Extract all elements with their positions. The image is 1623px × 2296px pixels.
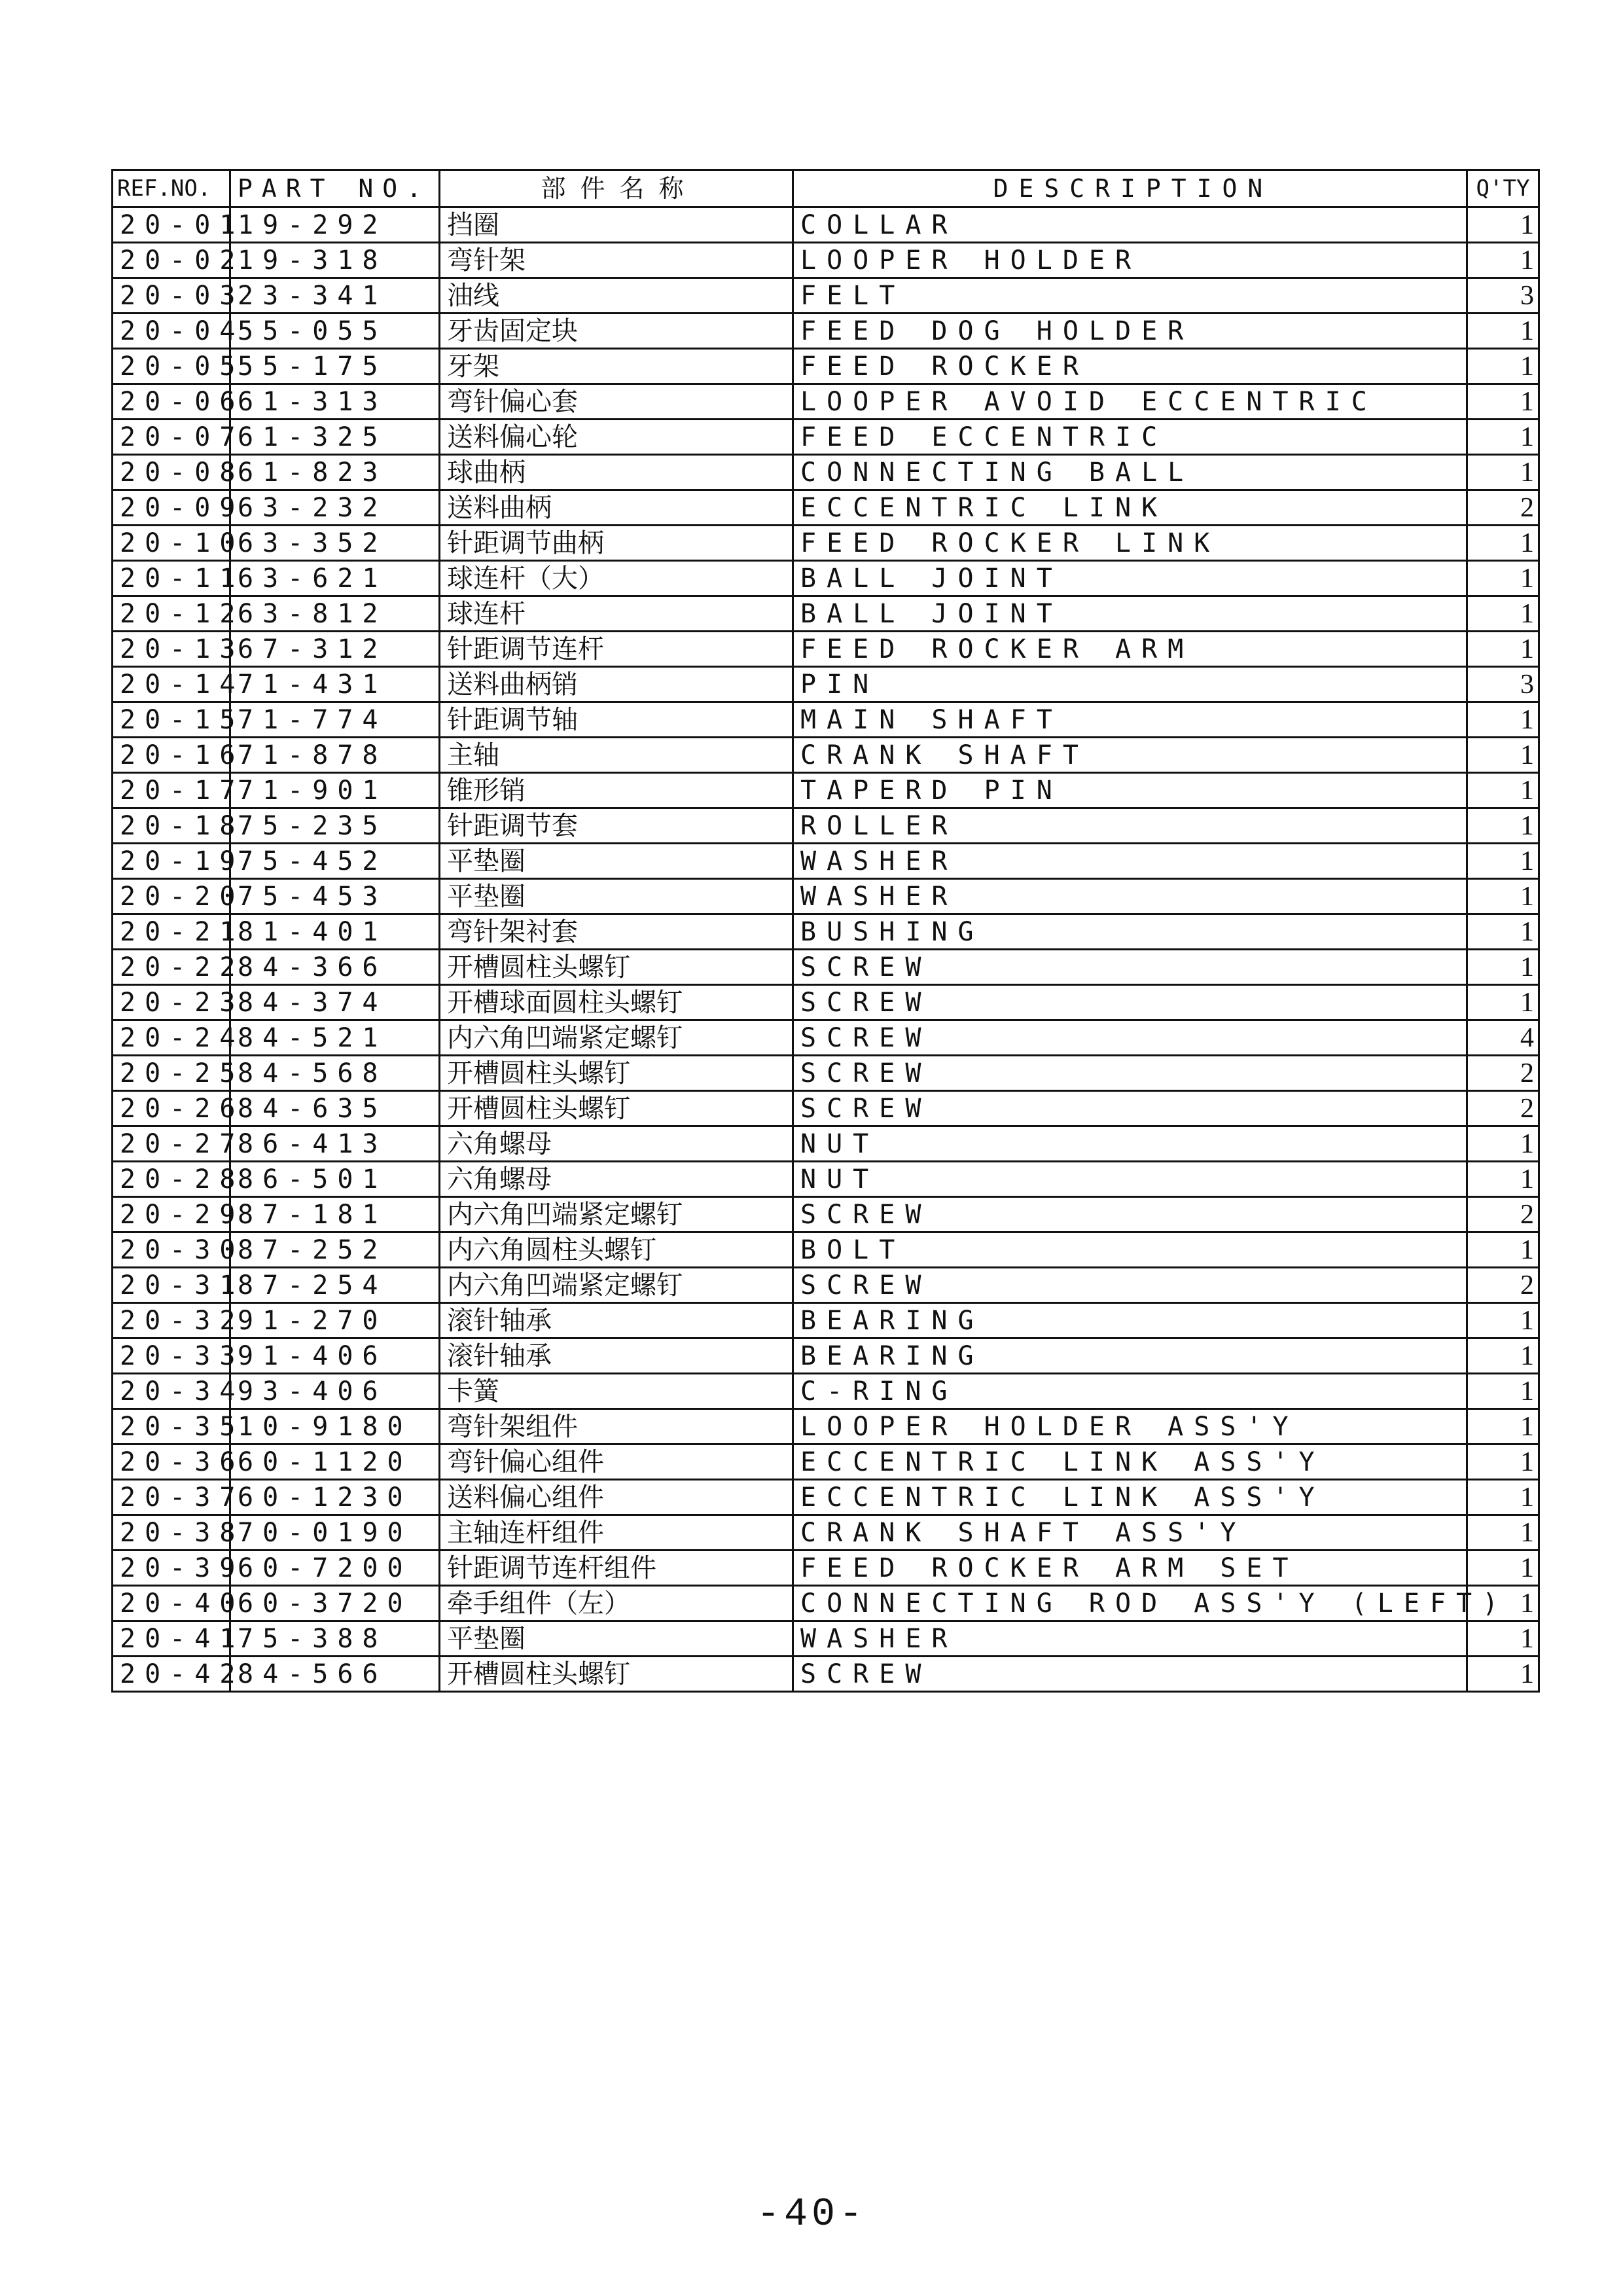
- qty-cell: 1: [1467, 1586, 1539, 1621]
- part-name-cell: 球连杆: [440, 596, 793, 632]
- ref-no-cell: 20-04: [113, 314, 230, 349]
- part-no-cell: 93-406: [230, 1374, 440, 1409]
- part-name-cell: 开槽圆柱头螺钉: [440, 950, 793, 985]
- ref-no-cell: 20-33: [113, 1338, 230, 1374]
- qty-cell: 1: [1467, 1657, 1539, 1692]
- qty-cell: 1: [1467, 1444, 1539, 1480]
- qty-cell: 1: [1467, 1409, 1539, 1444]
- qty-cell: 1: [1467, 1232, 1539, 1268]
- part-name-cell: 针距调节连杆组件: [440, 1551, 793, 1586]
- part-no-cell: 19-292: [230, 207, 440, 243]
- table-row: [113, 490, 1539, 526]
- table-row: [113, 278, 1539, 314]
- table-row: [113, 667, 1539, 702]
- part-no-cell: 63-232: [230, 490, 440, 526]
- table-row: [113, 596, 1539, 632]
- qty-cell: 2: [1467, 1268, 1539, 1303]
- part-no-cell: 87-181: [230, 1197, 440, 1232]
- ref-no-cell: 20-12: [113, 596, 230, 632]
- ref-no-cell: 20-13: [113, 632, 230, 667]
- description-cell: NUT: [793, 1126, 1467, 1162]
- table-row: [113, 1374, 1539, 1409]
- part-name-cell: 送料偏心轮: [440, 420, 793, 455]
- ref-no-cell: 20-21: [113, 914, 230, 950]
- part-no-cell: 87-254: [230, 1268, 440, 1303]
- part-no-cell: 91-270: [230, 1303, 440, 1338]
- ref-no-cell: 20-41: [113, 1621, 230, 1657]
- qty-cell: 1: [1467, 526, 1539, 561]
- part-name-cell: 内六角凹端紧定螺钉: [440, 1197, 793, 1232]
- part-name-cell: 六角螺母: [440, 1126, 793, 1162]
- part-name-cell: 内六角圆柱头螺钉: [440, 1232, 793, 1268]
- table-row: [113, 1162, 1539, 1197]
- table-row: [113, 1621, 1539, 1657]
- table-row: [113, 702, 1539, 738]
- ref-no-cell: 20-15: [113, 702, 230, 738]
- ref-no-cell: 20-22: [113, 950, 230, 985]
- part-no-cell: 19-318: [230, 243, 440, 278]
- part-no-cell: 81-401: [230, 914, 440, 950]
- part-no-cell: 75-235: [230, 808, 440, 844]
- ref-no-cell: 20-27: [113, 1126, 230, 1162]
- part-name-cell: 针距调节轴: [440, 702, 793, 738]
- part-name-cell: 送料曲柄销: [440, 667, 793, 702]
- part-no-cell: 10-9180: [230, 1409, 440, 1444]
- table-row: [113, 1338, 1539, 1374]
- qty-cell: 1: [1467, 1480, 1539, 1515]
- part-no-cell: 84-566: [230, 1657, 440, 1692]
- qty-cell: 1: [1467, 950, 1539, 985]
- part-name-cell: 球曲柄: [440, 455, 793, 490]
- part-name-cell: 平垫圈: [440, 844, 793, 879]
- description-cell: FEED DOG HOLDER: [793, 314, 1467, 349]
- table-row: [113, 808, 1539, 844]
- description-cell: TAPERD PIN: [793, 773, 1467, 808]
- qty-cell: 1: [1467, 632, 1539, 667]
- table-row: [113, 561, 1539, 596]
- qty-cell: 4: [1467, 1020, 1539, 1056]
- description-cell: CRANK SHAFT: [793, 738, 1467, 773]
- description-cell: BOLT: [793, 1232, 1467, 1268]
- part-name-cell: 针距调节曲柄: [440, 526, 793, 561]
- part-name-cell: 开槽圆柱头螺钉: [440, 1091, 793, 1126]
- description-cell: NUT: [793, 1162, 1467, 1197]
- part-no-cell: 84-374: [230, 985, 440, 1020]
- part-no-cell: 71-431: [230, 667, 440, 702]
- description-cell: CONNECTING BALL: [793, 455, 1467, 490]
- ref-no-cell: 20-02: [113, 243, 230, 278]
- table-row: [113, 1480, 1539, 1515]
- part-no-cell: 67-312: [230, 632, 440, 667]
- part-no-cell: 55-175: [230, 349, 440, 384]
- ref-no-cell: 20-08: [113, 455, 230, 490]
- description-cell: BALL JOINT: [793, 596, 1467, 632]
- ref-no-cell: 20-35: [113, 1409, 230, 1444]
- description-cell: CONNECTING ROD ASS'Y (LEFT): [793, 1586, 1467, 1621]
- ref-no-cell: 20-07: [113, 420, 230, 455]
- table-row: [113, 1126, 1539, 1162]
- part-name-cell: 针距调节连杆: [440, 632, 793, 667]
- description-cell: SCREW: [793, 950, 1467, 985]
- qty-cell: 1: [1467, 1621, 1539, 1657]
- ref-no-cell: 20-10: [113, 526, 230, 561]
- table-row: [113, 985, 1539, 1020]
- table-row: [113, 1020, 1539, 1056]
- part-name-cell: 送料偏心组件: [440, 1480, 793, 1515]
- table-row: [113, 632, 1539, 667]
- qty-cell: 3: [1467, 667, 1539, 702]
- ref-no-cell: 20-05: [113, 349, 230, 384]
- qty-cell: 1: [1467, 1338, 1539, 1374]
- ref-no-cell: 20-23: [113, 985, 230, 1020]
- qty-cell: 2: [1467, 1056, 1539, 1091]
- table-row: [113, 1232, 1539, 1268]
- part-no-cell: 60-3720: [230, 1586, 440, 1621]
- part-no-cell: 86-501: [230, 1162, 440, 1197]
- table-row: [113, 243, 1539, 278]
- part-name-cell: 开槽圆柱头螺钉: [440, 1657, 793, 1692]
- description-cell: SCREW: [793, 1657, 1467, 1692]
- ref-no-cell: 20-28: [113, 1162, 230, 1197]
- qty-cell: 1: [1467, 243, 1539, 278]
- part-no-cell: 61-313: [230, 384, 440, 420]
- part-name-cell: 卡簧: [440, 1374, 793, 1409]
- part-no-cell: 87-252: [230, 1232, 440, 1268]
- part-name-cell: 送料曲柄: [440, 490, 793, 526]
- qty-cell: 1: [1467, 738, 1539, 773]
- description-cell: SCREW: [793, 985, 1467, 1020]
- description-cell: FELT: [793, 278, 1467, 314]
- description-cell: SCREW: [793, 1056, 1467, 1091]
- ref-no-cell: 20-37: [113, 1480, 230, 1515]
- qty-cell: 1: [1467, 985, 1539, 1020]
- qty-cell: 1: [1467, 561, 1539, 596]
- part-name-cell: 主轴: [440, 738, 793, 773]
- qty-cell: 1: [1467, 702, 1539, 738]
- part-no-cell: 63-621: [230, 561, 440, 596]
- part-name-cell: 弯针偏心套: [440, 384, 793, 420]
- qty-header: Q'TY: [1467, 170, 1539, 207]
- part-name-cell: 球连杆（大）: [440, 561, 793, 596]
- description-cell: LOOPER HOLDER ASS'Y: [793, 1409, 1467, 1444]
- table-row: [113, 773, 1539, 808]
- description-cell: BUSHING: [793, 914, 1467, 950]
- ref-no-cell: 20-24: [113, 1020, 230, 1056]
- part-no-cell: 75-388: [230, 1621, 440, 1657]
- table-row: [113, 1515, 1539, 1551]
- ref-no-cell: 20-11: [113, 561, 230, 596]
- part-name-cell: 弯针架组件: [440, 1409, 793, 1444]
- ref-no-cell: 20-26: [113, 1091, 230, 1126]
- part-name-header: 部件名称: [440, 170, 793, 207]
- description-cell: WASHER: [793, 879, 1467, 914]
- part-no-cell: 71-878: [230, 738, 440, 773]
- part-no-cell: 70-0190: [230, 1515, 440, 1551]
- table-row: [113, 207, 1539, 243]
- part-no-cell: 60-1120: [230, 1444, 440, 1480]
- part-name-cell: 开槽球面圆柱头螺钉: [440, 985, 793, 1020]
- part-name-cell: 平垫圈: [440, 879, 793, 914]
- table-row: [113, 314, 1539, 349]
- part-name-cell: 弯针偏心组件: [440, 1444, 793, 1480]
- table-row: [113, 1197, 1539, 1232]
- parts-table: [111, 169, 1540, 1693]
- table-row: [113, 1409, 1539, 1444]
- table-row: [113, 738, 1539, 773]
- qty-cell: 1: [1467, 1303, 1539, 1338]
- ref-no-cell: 20-16: [113, 738, 230, 773]
- table-row: [113, 1444, 1539, 1480]
- description-cell: ECCENTRIC LINK ASS'Y: [793, 1444, 1467, 1480]
- qty-cell: 1: [1467, 1515, 1539, 1551]
- table-row: [113, 1551, 1539, 1586]
- table-row: [113, 384, 1539, 420]
- part-name-cell: 针距调节套: [440, 808, 793, 844]
- qty-cell: 1: [1467, 314, 1539, 349]
- qty-cell: 3: [1467, 278, 1539, 314]
- parts-table-body: [113, 207, 1539, 1692]
- description-cell: FEED ROCKER: [793, 349, 1467, 384]
- part-name-cell: 内六角凹端紧定螺钉: [440, 1020, 793, 1056]
- description-cell: SCREW: [793, 1197, 1467, 1232]
- description-cell: ECCENTRIC LINK: [793, 490, 1467, 526]
- part-no-cell: 91-406: [230, 1338, 440, 1374]
- part-name-cell: 滚针轴承: [440, 1338, 793, 1374]
- description-cell: WASHER: [793, 1621, 1467, 1657]
- qty-cell: 1: [1467, 596, 1539, 632]
- description-header: DESCRIPTION: [793, 170, 1467, 207]
- part-name-cell: 平垫圈: [440, 1621, 793, 1657]
- part-no-cell: 60-7200: [230, 1551, 440, 1586]
- ref-no-cell: 20-39: [113, 1551, 230, 1586]
- qty-cell: 1: [1467, 455, 1539, 490]
- ref-no-cell: 20-34: [113, 1374, 230, 1409]
- table-row: [113, 950, 1539, 985]
- qty-cell: 1: [1467, 1551, 1539, 1586]
- qty-cell: 2: [1467, 490, 1539, 526]
- description-cell: FEED ECCENTRIC: [793, 420, 1467, 455]
- qty-cell: 1: [1467, 1162, 1539, 1197]
- qty-cell: 1: [1467, 420, 1539, 455]
- part-no-cell: 55-055: [230, 314, 440, 349]
- part-name-cell: 牵手组件（左）: [440, 1586, 793, 1621]
- table-row: [113, 1091, 1539, 1126]
- table-row: [113, 1586, 1539, 1621]
- ref-no-cell: 20-20: [113, 879, 230, 914]
- description-cell: BEARING: [793, 1303, 1467, 1338]
- description-cell: SCREW: [793, 1268, 1467, 1303]
- ref-no-cell: 20-42: [113, 1657, 230, 1692]
- ref-no-cell: 20-17: [113, 773, 230, 808]
- part-no-cell: 63-812: [230, 596, 440, 632]
- part-name-cell: 弯针架衬套: [440, 914, 793, 950]
- ref-no-cell: 20-36: [113, 1444, 230, 1480]
- part-no-cell: 84-635: [230, 1091, 440, 1126]
- table-row: [113, 1303, 1539, 1338]
- qty-cell: 1: [1467, 808, 1539, 844]
- ref-no-cell: 20-38: [113, 1515, 230, 1551]
- part-no-cell: 71-774: [230, 702, 440, 738]
- description-cell: WASHER: [793, 844, 1467, 879]
- ref-no-cell: 20-29: [113, 1197, 230, 1232]
- ref-no-cell: 20-01: [113, 207, 230, 243]
- qty-cell: 1: [1467, 349, 1539, 384]
- part-no-cell: 86-413: [230, 1126, 440, 1162]
- ref-no-cell: 20-14: [113, 667, 230, 702]
- table-row: [113, 1268, 1539, 1303]
- part-no-cell: 84-366: [230, 950, 440, 985]
- qty-cell: 1: [1467, 914, 1539, 950]
- part-name-cell: 内六角凹端紧定螺钉: [440, 1268, 793, 1303]
- description-cell: BEARING: [793, 1338, 1467, 1374]
- ref-no-cell: 20-19: [113, 844, 230, 879]
- page-number: -40-: [756, 2193, 867, 2237]
- qty-cell: 1: [1467, 773, 1539, 808]
- qty-cell: 2: [1467, 1091, 1539, 1126]
- part-name-cell: 油线: [440, 278, 793, 314]
- part-name-cell: 开槽圆柱头螺钉: [440, 1056, 793, 1091]
- description-cell: LOOPER AVOID ECCENTRIC: [793, 384, 1467, 420]
- table-row: [113, 455, 1539, 490]
- part-name-cell: 滚针轴承: [440, 1303, 793, 1338]
- ref-no-cell: 20-31: [113, 1268, 230, 1303]
- description-cell: PIN: [793, 667, 1467, 702]
- ref-no-cell: 20-06: [113, 384, 230, 420]
- qty-cell: 2: [1467, 1197, 1539, 1232]
- part-no-cell: 60-1230: [230, 1480, 440, 1515]
- description-cell: SCREW: [793, 1020, 1467, 1056]
- description-cell: ECCENTRIC LINK ASS'Y: [793, 1480, 1467, 1515]
- qty-cell: 1: [1467, 1126, 1539, 1162]
- ref-no-cell: 20-32: [113, 1303, 230, 1338]
- table-row: [113, 1056, 1539, 1091]
- ref-no-cell: 20-03: [113, 278, 230, 314]
- ref-no-cell: 20-09: [113, 490, 230, 526]
- qty-cell: 1: [1467, 384, 1539, 420]
- description-cell: FEED ROCKER ARM SET: [793, 1551, 1467, 1586]
- ref-no-header: REF.NO.: [113, 170, 230, 207]
- part-no-cell: 84-568: [230, 1056, 440, 1091]
- part-name-cell: 挡圈: [440, 207, 793, 243]
- part-no-cell: 63-352: [230, 526, 440, 561]
- description-cell: C-RING: [793, 1374, 1467, 1409]
- description-cell: FEED ROCKER ARM: [793, 632, 1467, 667]
- description-cell: LOOPER HOLDER: [793, 243, 1467, 278]
- qty-cell: 1: [1467, 879, 1539, 914]
- part-name-cell: 牙齿固定块: [440, 314, 793, 349]
- qty-cell: 1: [1467, 844, 1539, 879]
- table-row: [113, 1657, 1539, 1692]
- part-no-cell: 23-341: [230, 278, 440, 314]
- qty-cell: 1: [1467, 207, 1539, 243]
- header-row: [113, 170, 1539, 207]
- ref-no-cell: 20-25: [113, 1056, 230, 1091]
- part-no-header: PART NO.: [230, 170, 440, 207]
- description-cell: BALL JOINT: [793, 561, 1467, 596]
- part-name-cell: 主轴连杆组件: [440, 1515, 793, 1551]
- table-row: [113, 526, 1539, 561]
- part-name-cell: 弯针架: [440, 243, 793, 278]
- table-row: [113, 879, 1539, 914]
- part-name-cell: 六角螺母: [440, 1162, 793, 1197]
- part-name-cell: 牙架: [440, 349, 793, 384]
- part-no-cell: 84-521: [230, 1020, 440, 1056]
- table-row: [113, 844, 1539, 879]
- description-cell: SCREW: [793, 1091, 1467, 1126]
- description-cell: FEED ROCKER LINK: [793, 526, 1467, 561]
- qty-cell: 1: [1467, 1374, 1539, 1409]
- description-cell: CRANK SHAFT ASS'Y: [793, 1515, 1467, 1551]
- part-no-cell: 71-901: [230, 773, 440, 808]
- description-cell: COLLAR: [793, 207, 1467, 243]
- description-cell: MAIN SHAFT: [793, 702, 1467, 738]
- description-cell: ROLLER: [793, 808, 1467, 844]
- part-no-cell: 61-823: [230, 455, 440, 490]
- part-no-cell: 75-453: [230, 879, 440, 914]
- part-no-cell: 75-452: [230, 844, 440, 879]
- table-row: [113, 349, 1539, 384]
- ref-no-cell: 20-30: [113, 1232, 230, 1268]
- part-name-cell: 锥形销: [440, 773, 793, 808]
- ref-no-cell: 20-18: [113, 808, 230, 844]
- table-row: [113, 914, 1539, 950]
- ref-no-cell: 20-40: [113, 1586, 230, 1621]
- part-no-cell: 61-325: [230, 420, 440, 455]
- table-row: [113, 420, 1539, 455]
